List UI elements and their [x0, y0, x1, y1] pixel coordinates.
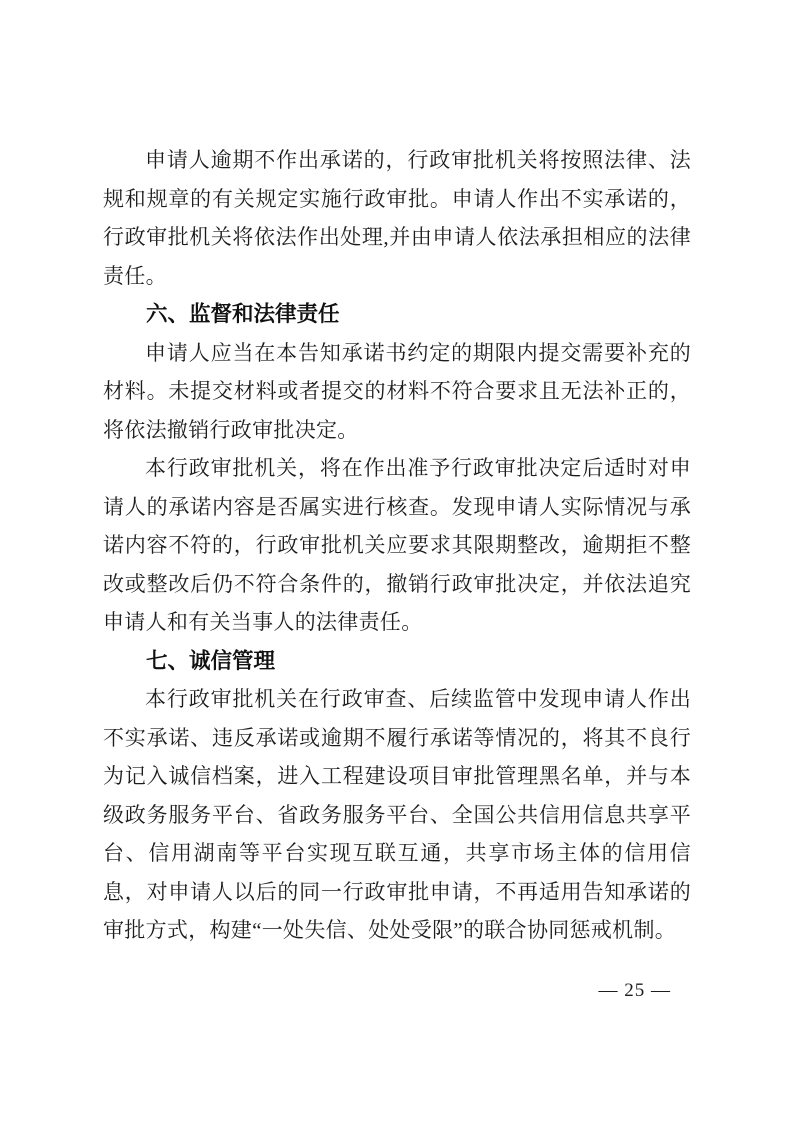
paragraph-integrity-blacklist: 本行政审批机关在行政审查、后续监管中发现申请人作出不实承诺、违反承诺或逾期不履行承诺等情况的，将其不良行为记入诚信档案，进入工程建设项目审批管理黑名单，并与本级政务服务平台、省政务服务平台、全国公共信用信息共享平台、信用湖南等平台实现互联互通，共享市场主体的信用信息，对申请人以后的同一行政审批申请，不再适用告知承诺的审批方式，构建“一处失信、处处受限”的联合协同惩戒机制。 — [103, 687, 691, 942]
document-body — [103, 141, 691, 950]
paragraph-commitment-overdue: 申请人逾期不作出承诺的，行政审批机关将按照法律、法规和规章的有关规定实施行政审批。申请人作出不实承诺的，行政审批机关将依法作出处理,并由申请人依法承担相应的法律责任。 — [103, 148, 691, 288]
page-number: — 25 — — [598, 980, 671, 1001]
paragraph-supplementary-materials: 申请人应当在本告知承诺书约定的期限内提交需要补充的材料。未提交材料或者提交的材料不符合要求且无法补正的，将依法撤销行政审批决定。 — [103, 340, 691, 442]
paragraph-verification-after-approval: 本行政审批机关，将在作出准予行政审批决定后适时对申请人的承诺内容是否属实进行核查。发现申请人实际情况与承诺内容不符的，行政审批机关应要求其限期整改，逾期拒不整改或整改后仍不符合条件的，撤销行政审批决定，并依法追究申请人和有关当事人的法律责任。 — [103, 456, 691, 634]
section-heading-integrity-management: 七、诚信管理 — [146, 648, 276, 673]
section-heading-supervision-legal-liability: 六、监督和法律责任 — [146, 302, 340, 326]
